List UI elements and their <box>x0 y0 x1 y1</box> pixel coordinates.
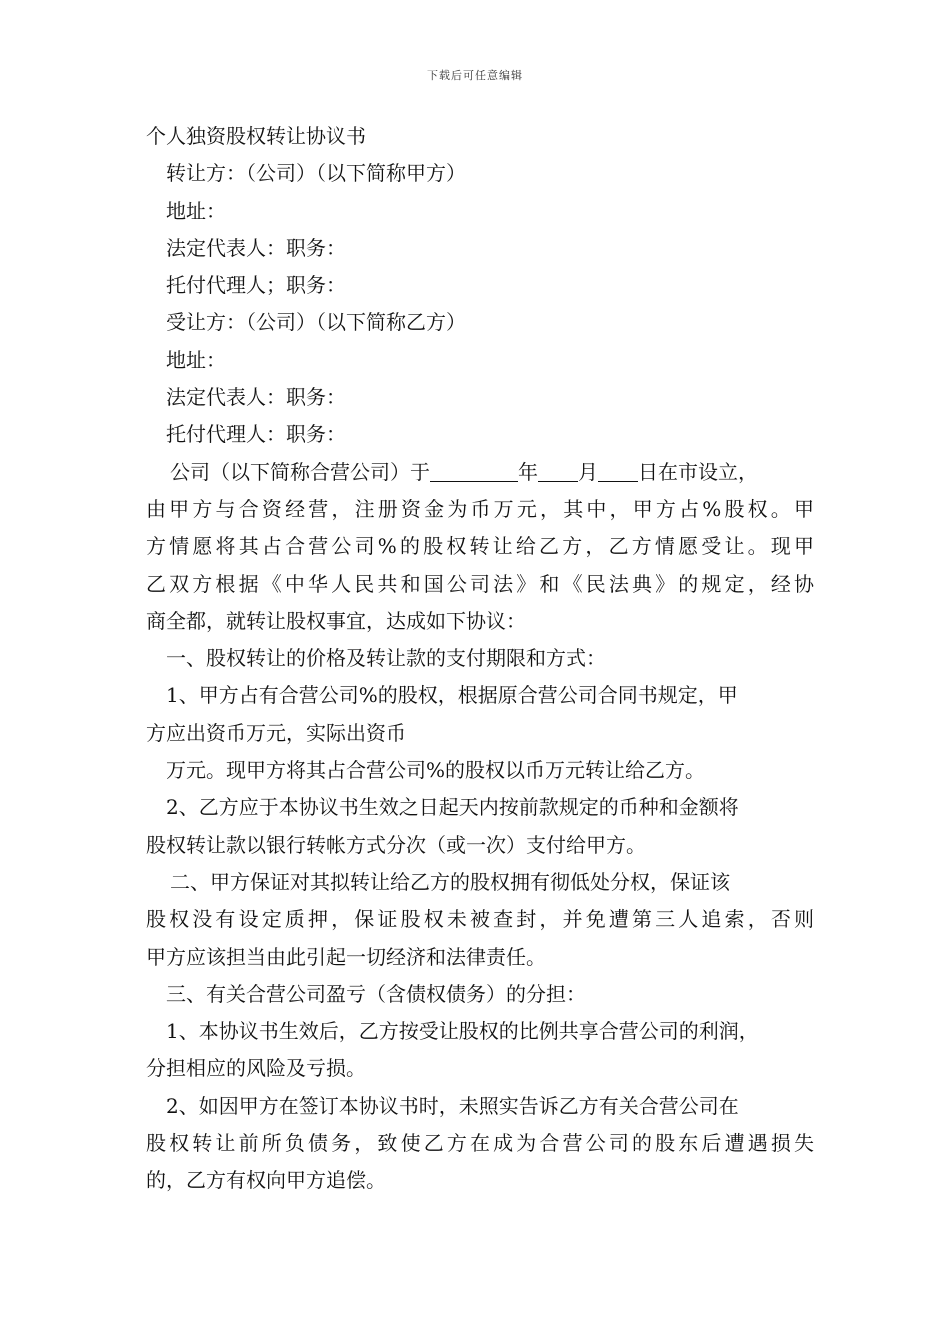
section3-item2-line3: 的，乙方有权向甲方追偿。 <box>146 1168 386 1193</box>
transferee-agent-line: 托付代理人：职务： <box>166 422 346 447</box>
section2-line3: 甲方应该担当由此引起一切经济和法律责任。 <box>146 944 546 969</box>
transferee-address-line: 地址： <box>166 347 226 372</box>
intro-line-2: 由甲方与合资经营，注册资金为币万元，其中，甲方占%股权。甲 <box>146 496 814 521</box>
document-body <box>146 118 814 1200</box>
day-blank <box>598 461 638 482</box>
section1-item1-line2: 方应出资币万元，实际出资币 <box>146 720 406 745</box>
section1-item2-line2: 股权转让款以银行转帐方式分次（或一次）支付给甲方。 <box>146 832 646 857</box>
transferor-agent-line: 托付代理人；职务： <box>166 273 346 298</box>
intro-line-1 <box>146 454 814 491</box>
section1-item1-line3: 万元。现甲方将其占合营公司%的股权以币万元转让给乙方。 <box>166 758 706 783</box>
section1-item1-line1: 1、甲方占有合营公司%的股权，根据原合营公司合同书规定，甲 <box>166 683 738 708</box>
header-note: 下载后可任意编辑 <box>427 69 523 82</box>
year-blank <box>430 461 518 482</box>
section2-line2: 股权没有设定质押，保证股权未被查封，并免遭第三人追索，否则 <box>146 907 814 932</box>
intro-line-5: 商全都，就转让股权事宜，达成如下协议： <box>146 608 526 633</box>
transferee-rep-line: 法定代表人：职务： <box>166 385 346 410</box>
section3-item2-line2: 股权转让前所负债务，致使乙方在成为合营公司的股东后遭遇损失 <box>146 1131 814 1156</box>
section1-heading: 一、股权转让的价格及转让款的支付期限和方式： <box>166 646 606 671</box>
section3-heading: 三、有关合营公司盈亏（含债权债务）的分担： <box>166 981 586 1006</box>
section3-item1-line2: 分担相应的风险及亏损。 <box>146 1056 366 1081</box>
transferee-line: 受让方：（公司）（以下简称乙方） <box>166 310 466 335</box>
section3-item2-line1: 2、如因甲方在签订本协议书时，未照实告诉乙方有关合营公司在 <box>166 1093 739 1118</box>
year-label: 年 <box>518 459 538 484</box>
document-title: 个人独资股权转让协议书 <box>146 124 366 148</box>
month-blank <box>538 461 578 482</box>
day-label: 日在市设立， <box>638 459 758 484</box>
section3-item1-line1: 1、本协议书生效后，乙方按受让股权的比例共享合营公司的利润， <box>166 1019 759 1044</box>
transferor-address-line: 地址： <box>166 198 226 223</box>
transferor-line: 转让方：（公司）（以下简称甲方） <box>166 161 466 186</box>
transferor-rep-line: 法定代表人：职务： <box>166 235 346 260</box>
intro-company-text: 公司（以下简称合营公司）于 <box>170 459 430 484</box>
section2-line1: 二、甲方保证对其拟转让给乙方的股权拥有彻低处分权，保证该 <box>170 869 730 894</box>
intro-line-4: 乙双方根据《中华人民共和国公司法》和《民法典》的规定，经协 <box>146 571 814 596</box>
section1-item2-line1: 2、乙方应于本协议书生效之日起天内按前款规定的币种和金额将 <box>166 795 739 820</box>
intro-line-3: 方情愿将其占合营公司%的股权转让给乙方，乙方情愿受让。现甲 <box>146 534 814 559</box>
month-label: 月 <box>578 459 598 484</box>
